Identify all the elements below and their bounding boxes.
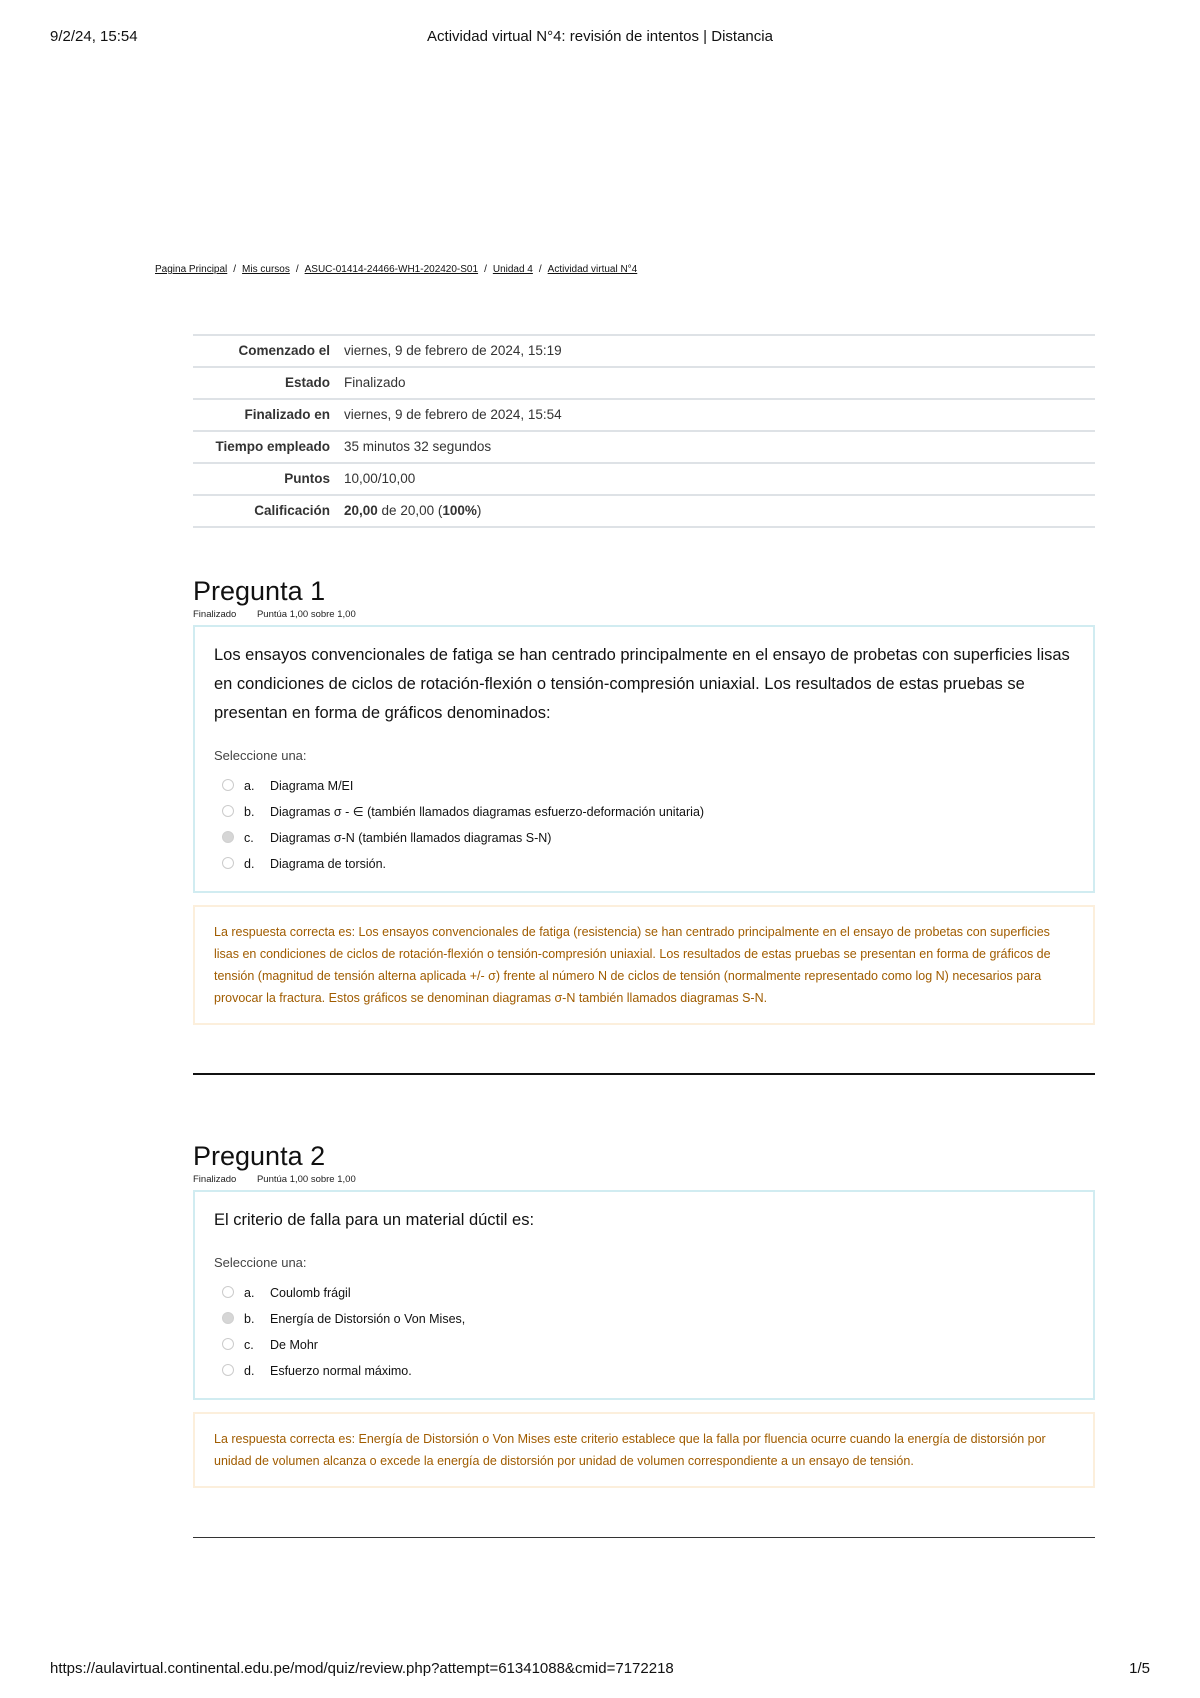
option-text: Energía de Distorsión o Von Mises,	[270, 1312, 466, 1326]
question-text: El criterio de falla para un material dúctil es:	[214, 1211, 535, 1229]
breadcrumb-my-courses[interactable]: Mis cursos	[242, 264, 290, 275]
option-text: Diagramas σ-N (también llamados diagramas S-N)	[270, 831, 552, 845]
question-formulation	[193, 1190, 1095, 1400]
summary-value: viernes, 9 de febrero de 2024, 15:19	[344, 343, 562, 358]
answer-option-c[interactable]	[214, 825, 1075, 851]
option-letter: b.	[244, 805, 255, 819]
print-header	[50, 28, 1150, 52]
answer-prompt: Seleccione una:	[214, 748, 307, 763]
summary-label: Finalizado en	[244, 407, 330, 422]
summary-value: viernes, 9 de febrero de 2024, 15:54	[344, 407, 562, 422]
option-text: Coulomb frágil	[270, 1286, 351, 1300]
grade-out-of: de 20,00 (	[377, 503, 443, 518]
summary-label: Comenzado el	[238, 343, 330, 358]
answer-option-b[interactable]	[214, 799, 1075, 825]
radio-button[interactable]	[222, 1338, 234, 1350]
breadcrumb-unit[interactable]: Unidad 4	[492, 264, 533, 275]
radio-button[interactable]	[222, 1286, 234, 1298]
radio-button[interactable]	[222, 857, 234, 869]
question-info	[193, 1174, 1095, 1186]
summary-value	[342, 495, 1095, 527]
radio-button-selected[interactable]	[222, 831, 234, 843]
option-letter: b.	[244, 1312, 255, 1326]
question-divider	[193, 1537, 1095, 1538]
attempt-summary-table	[193, 334, 1095, 528]
question-grade: Puntúa 1,00 sobre 1,00	[256, 609, 356, 620]
option-text: Diagramas σ - ∈ (también llamados diagramas esfuerzo-deformación unitaria)	[270, 805, 705, 819]
option-letter: c.	[244, 831, 254, 845]
summary-label: Estado	[284, 375, 330, 390]
answer-option-b[interactable]	[214, 1306, 1075, 1332]
breadcrumb-course[interactable]: ASUC-01414-24466-WH1-202420-S01	[304, 264, 479, 275]
print-url: https://aulavirtual.continental.edu.pe/mod/quiz/review.php?attempt=61341088&cmid=7172218	[50, 1660, 674, 1677]
option-letter: d.	[244, 857, 255, 871]
question-info	[193, 609, 1095, 621]
grade-close: )	[476, 503, 482, 518]
question-title	[193, 1140, 1095, 1172]
summary-row-started	[193, 335, 1095, 367]
breadcrumb-separator: /	[295, 264, 299, 275]
question-title-prefix: Pregunta	[193, 576, 303, 606]
breadcrumb-home[interactable]: Pagina Principal	[155, 264, 228, 275]
answer-option-d[interactable]	[214, 851, 1075, 877]
summary-row-grade	[193, 495, 1095, 527]
question-state: Finalizado	[193, 1174, 237, 1185]
correct-answer-feedback: La respuesta correcta es: Energía de Distorsión o Von Mises este criterio establece que la falla por fluencia ocurre cuando la energía de distorsión por unidad de volumen alcanza o excede la energía de distorsión por unidad de volumen correspondiente a un ensayo de tensión.	[193, 1412, 1095, 1488]
summary-row-marks	[193, 463, 1095, 495]
question-number: 1	[310, 576, 326, 606]
answer-option-d[interactable]	[214, 1358, 1075, 1384]
option-text: Diagrama M/EI	[270, 779, 354, 793]
summary-label: Puntos	[284, 471, 330, 486]
summary-row-completed	[193, 399, 1095, 431]
option-text: Esfuerzo normal máximo.	[270, 1364, 412, 1378]
option-letter: a.	[244, 1286, 255, 1300]
question-title	[193, 575, 1095, 607]
question-formulation	[193, 625, 1095, 893]
answer-option-a[interactable]	[214, 773, 1075, 799]
correct-answer-feedback: La respuesta correcta es: Los ensayos convencionales de fatiga (resistencia) se han centrado principalmente en el ensayo de probetas con superficies lisas en condiciones de ciclos de rotación-flexión o tensión-compresión uniaxial. Los resultados de estas pruebas se presentan en forma de gráficos de tensión (magnitud de tensión alterna aplicada +/- σ) frente al número N de ciclos de tensión (normalmente representado como log N) necesarios para provocar la fractura. Estos gráficos se denominan diagramas σ-N también llamados diagramas S-N.	[193, 905, 1095, 1025]
option-text: Diagrama de torsión.	[270, 857, 387, 871]
question-number: 2	[310, 1141, 326, 1171]
answer-option-c[interactable]	[214, 1332, 1075, 1358]
print-footer	[50, 1660, 1150, 1684]
radio-button[interactable]	[222, 779, 234, 791]
question-divider	[193, 1073, 1095, 1075]
radio-button-selected[interactable]	[222, 1312, 234, 1324]
answer-option-a[interactable]	[214, 1280, 1075, 1306]
summary-value: 35 minutos 32 segundos	[344, 439, 492, 454]
print-page-number: 1/5	[1129, 1660, 1150, 1677]
breadcrumb-activity[interactable]: Actividad virtual N°4	[547, 264, 638, 275]
summary-label: Tiempo empleado	[215, 439, 330, 454]
option-letter: c.	[244, 1338, 254, 1352]
grade-score: 20,00	[344, 503, 378, 518]
radio-button[interactable]	[222, 1364, 234, 1376]
option-text: De Mohr	[270, 1338, 318, 1352]
option-letter: a.	[244, 779, 255, 793]
breadcrumb-separator: /	[233, 264, 237, 275]
grade-percent: 100%	[442, 503, 477, 518]
question-2	[193, 1140, 1095, 1488]
summary-row-time-taken	[193, 431, 1095, 463]
summary-value: 10,00/10,00	[344, 471, 416, 486]
summary-label: Calificación	[254, 503, 330, 518]
print-date: 9/2/24, 15:54	[50, 28, 138, 45]
print-title: Actividad virtual N°4: revisión de intentos | Distancia	[427, 28, 773, 45]
option-letter: d.	[244, 1364, 255, 1378]
breadcrumb-separator: /	[538, 264, 542, 275]
radio-button[interactable]	[222, 805, 234, 817]
breadcrumb-separator: /	[484, 264, 487, 275]
answer-prompt: Seleccione una:	[214, 1255, 307, 1270]
question-text: Los ensayos convencionales de fatiga se han centrado principalmente en el ensayo de probetas con superficies lisas en condiciones de ciclos de rotación-flexión o tensión-compresión uniaxial. Los resultados de estas pruebas se presentan en forma de gráficos denominados:	[214, 646, 1070, 722]
question-1	[193, 575, 1095, 1025]
breadcrumb	[155, 264, 637, 275]
question-title-prefix: Pregunta	[193, 1141, 303, 1171]
summary-value: Finalizado	[344, 375, 406, 390]
summary-row-state	[193, 367, 1095, 399]
question-state: Finalizado	[193, 609, 237, 620]
question-grade: Puntúa 1,00 sobre 1,00	[256, 1174, 356, 1185]
